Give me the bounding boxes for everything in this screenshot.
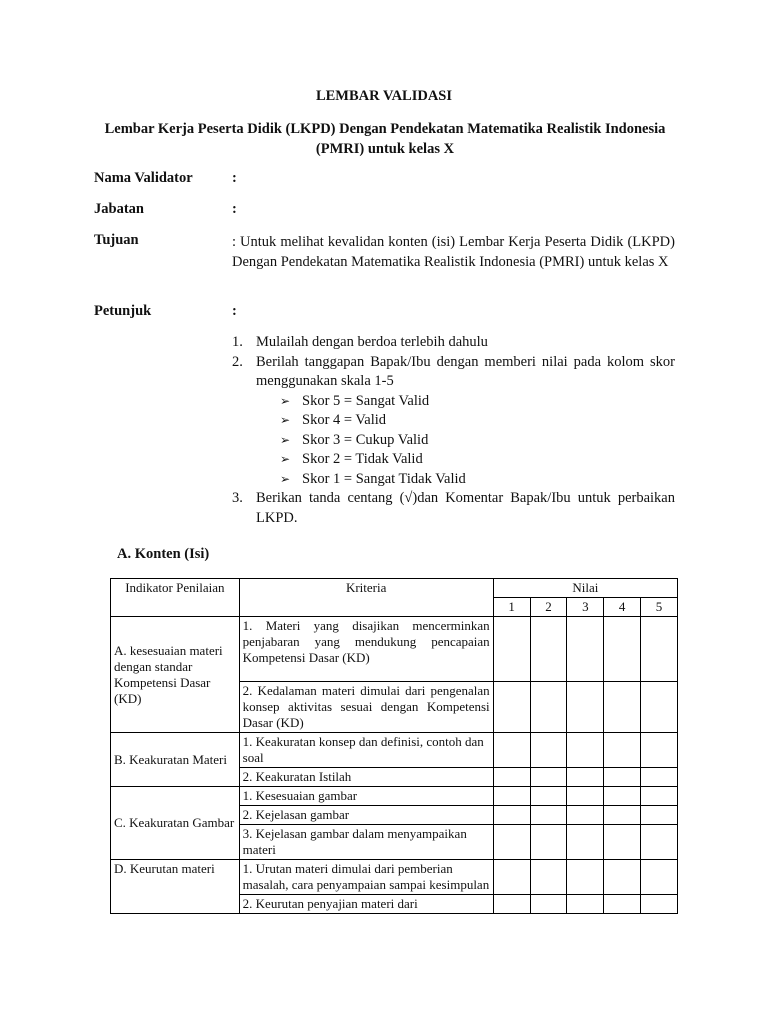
instruction-item bbox=[232, 353, 675, 392]
jabatan-colon: : bbox=[232, 201, 237, 217]
score-cell[interactable] bbox=[530, 806, 567, 825]
indikator-cell: A. kesesuaian materi dengan standar Kompetensi Dasar (KD) bbox=[111, 617, 240, 733]
score-cell[interactable] bbox=[567, 733, 604, 768]
score-cell[interactable] bbox=[567, 617, 604, 682]
kriteria-cell: 3. Kejelasan gambar dalam menyampaikan materi bbox=[239, 825, 493, 860]
scale-item bbox=[232, 411, 675, 431]
arrow-bullet-icon: ➢ bbox=[280, 432, 291, 447]
kriteria-cell: 1. Urutan materi dimulai dari pemberian masalah, cara penyampaian sampai kesimpulan bbox=[239, 860, 493, 895]
score-cell[interactable] bbox=[604, 733, 641, 768]
header-indikator: Indikator Penilaian bbox=[111, 579, 240, 617]
score-header: 1 bbox=[493, 598, 530, 617]
kriteria-cell: 2. Keurutan penyajian materi dari bbox=[239, 895, 493, 914]
score-cell[interactable] bbox=[493, 806, 530, 825]
arrow-bullet-icon: ➢ bbox=[280, 393, 291, 408]
score-cell[interactable] bbox=[567, 682, 604, 733]
score-header: 2 bbox=[530, 598, 567, 617]
score-cell[interactable] bbox=[530, 895, 567, 914]
score-cell[interactable] bbox=[493, 733, 530, 768]
kriteria-cell: 1. Kesesuaian gambar bbox=[239, 787, 493, 806]
scale-text: Skor 4 = Valid bbox=[302, 412, 387, 428]
instruction-item bbox=[232, 333, 675, 353]
scale-text: Skor 1 = Sangat Tidak Valid bbox=[302, 470, 466, 487]
arrow-bullet-icon: ➢ bbox=[280, 452, 291, 466]
instruction-number: 2. bbox=[232, 353, 243, 370]
score-cell[interactable] bbox=[493, 787, 530, 806]
scale-item bbox=[232, 431, 675, 451]
score-cell[interactable] bbox=[604, 895, 641, 914]
scale-text: Skor 5 = Sangat Valid bbox=[302, 392, 430, 409]
score-cell[interactable] bbox=[641, 768, 678, 787]
score-cell[interactable] bbox=[604, 825, 641, 860]
jabatan-label: Jabatan bbox=[94, 201, 144, 217]
scale-text: Skor 2 = Tidak Valid bbox=[302, 451, 423, 467]
instruction-list bbox=[232, 333, 675, 528]
score-cell[interactable] bbox=[641, 733, 678, 768]
instruction-number: 3. bbox=[232, 490, 243, 506]
petunjuk-label: Petunjuk bbox=[94, 303, 152, 319]
table-header-row bbox=[111, 579, 678, 598]
score-cell[interactable] bbox=[530, 787, 567, 806]
score-cell[interactable] bbox=[530, 682, 567, 733]
tujuan-text: : Untuk melihat kevalidan konten (isi) Lembar Kerja Peserta Didik (LKPD) Dengan Pendekatan Matematika Realistik Indonesia (PMRI) untuk kelas X bbox=[232, 234, 675, 270]
score-cell[interactable] bbox=[641, 860, 678, 895]
indikator-cell: B. Keakuratan Materi bbox=[111, 733, 240, 787]
kriteria-cell: 2. Keakuratan Istilah bbox=[239, 768, 493, 787]
header-nilai: Nilai bbox=[493, 579, 677, 598]
score-cell[interactable] bbox=[493, 768, 530, 787]
score-cell[interactable] bbox=[604, 806, 641, 825]
score-cell[interactable] bbox=[641, 787, 678, 806]
nama-validator-colon: : bbox=[232, 170, 237, 186]
instruction-text: Mulailah dengan berdoa terlebih dahulu bbox=[256, 334, 488, 350]
document-subtitle: Lembar Kerja Peserta Didik (LKPD) Dengan Pendekatan Matematika Realistik Indonesia (PMRI) untuk kelas X bbox=[104, 121, 666, 157]
score-header: 5 bbox=[641, 598, 678, 617]
score-cell[interactable] bbox=[530, 860, 567, 895]
score-cell[interactable] bbox=[641, 682, 678, 733]
scale-item bbox=[232, 392, 675, 412]
kriteria-cell: 2. Kejelasan gambar bbox=[239, 806, 493, 825]
score-cell[interactable] bbox=[530, 733, 567, 768]
arrow-bullet-icon: ➢ bbox=[280, 471, 291, 486]
score-cell[interactable] bbox=[567, 806, 604, 825]
score-cell[interactable] bbox=[567, 895, 604, 914]
score-header: 4 bbox=[604, 598, 641, 617]
score-cell[interactable] bbox=[567, 787, 604, 806]
score-header: 3 bbox=[567, 598, 604, 617]
table-row bbox=[111, 733, 678, 768]
score-cell[interactable] bbox=[604, 787, 641, 806]
header-kriteria: Kriteria bbox=[239, 579, 493, 617]
score-cell[interactable] bbox=[604, 682, 641, 733]
score-cell[interactable] bbox=[530, 617, 567, 682]
score-cell[interactable] bbox=[567, 768, 604, 787]
kriteria-cell: 2. Kedalaman materi dimulai dari pengenalan konsep aktivitas sesuai dengan Kompetensi Dasar (KD) bbox=[239, 682, 493, 733]
score-cell[interactable] bbox=[493, 895, 530, 914]
instruction-text: Berilah tanggapan Bapak/Ibu dengan memberi nilai pada kolom skor menggunakan skala 1-5 bbox=[256, 353, 675, 389]
score-cell[interactable] bbox=[641, 806, 678, 825]
score-cell[interactable] bbox=[493, 825, 530, 860]
score-cell[interactable] bbox=[641, 617, 678, 682]
table-row bbox=[111, 787, 678, 806]
score-cell[interactable] bbox=[493, 682, 530, 733]
tujuan-label: Tujuan bbox=[94, 232, 139, 248]
score-cell[interactable] bbox=[530, 768, 567, 787]
score-cell[interactable] bbox=[604, 617, 641, 682]
score-cell[interactable] bbox=[567, 860, 604, 895]
kriteria-cell: 1. Keakuratan konsep dan definisi, contoh dan soal bbox=[239, 733, 493, 768]
instruction-item bbox=[232, 489, 675, 528]
instruction-number: 1. bbox=[232, 334, 243, 350]
validation-table bbox=[110, 578, 678, 914]
section-title: A. Konten (Isi) bbox=[117, 546, 210, 562]
arrow-bullet-icon: ➢ bbox=[280, 413, 291, 427]
indikator-cell: D. Keurutan materi bbox=[111, 860, 240, 914]
scale-item bbox=[232, 450, 675, 470]
score-cell[interactable] bbox=[604, 860, 641, 895]
table-row bbox=[111, 860, 678, 895]
score-cell[interactable] bbox=[493, 860, 530, 895]
scale-text: Skor 3 = Cukup Valid bbox=[302, 431, 429, 448]
score-cell[interactable] bbox=[641, 895, 678, 914]
nama-validator-label: Nama Validator bbox=[94, 170, 193, 186]
document-title: LEMBAR VALIDASI bbox=[315, 88, 453, 104]
petunjuk-colon: : bbox=[232, 303, 237, 319]
scale-item bbox=[232, 470, 675, 490]
score-cell[interactable] bbox=[641, 825, 678, 860]
score-cell[interactable] bbox=[567, 825, 604, 860]
indikator-cell: C. Keakuratan Gambar bbox=[111, 787, 240, 860]
table-row bbox=[111, 617, 678, 682]
score-cell[interactable] bbox=[530, 825, 567, 860]
score-cell[interactable] bbox=[604, 768, 641, 787]
score-cell[interactable] bbox=[493, 617, 530, 682]
instruction-text: Berikan tanda centang (√)dan Komentar Bapak/Ibu untuk perbaikan LKPD. bbox=[256, 490, 675, 526]
kriteria-cell: 1. Materi yang disajikan mencerminkan penjabaran yang mendukung pencapaian Kompetensi Dasar (KD) bbox=[239, 617, 493, 682]
